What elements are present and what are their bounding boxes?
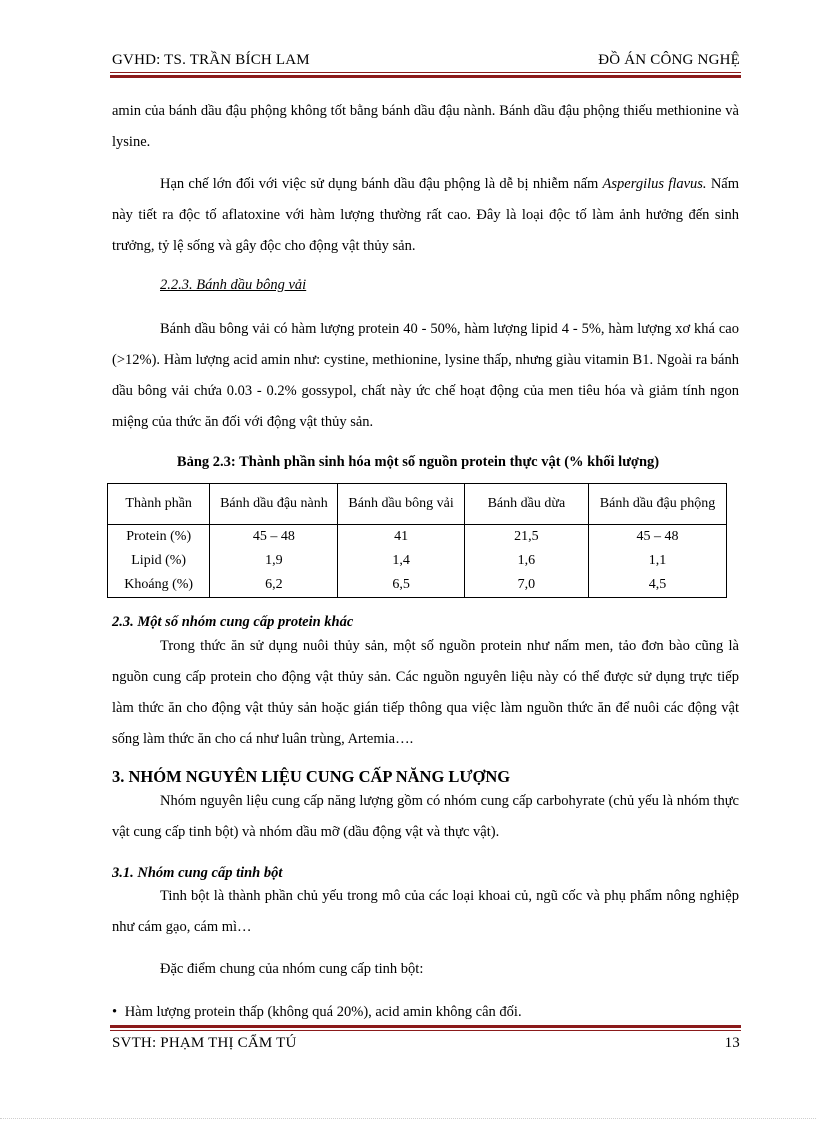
table-caption: Bảng 2.3: Thành phần sinh hóa một số nguồn protein thực vật (% khối lượng) (176, 454, 660, 470)
header-right: ĐỒ ÁN CÔNG NGHỆ (598, 52, 740, 68)
section-heading-2-2-3: 2.2.3. Bánh dầu bông vải (160, 277, 307, 293)
col-header-peanut: Bánh dầu đậu phộng (589, 484, 727, 525)
bullet-item (112, 1004, 522, 1021)
table-row (108, 549, 727, 573)
composition-table (107, 483, 727, 598)
table-cell: 1,6 (464, 549, 588, 573)
footer-rule-thick (110, 1025, 741, 1028)
table-cell: 1,1 (589, 549, 727, 573)
paragraph-other-protein: Trong thức ăn sử dụng nuôi thủy sản, một số nguồn protein như nấm men, tảo đơn bào cũng là nguồn cung cấp protein cho động vật thủy sản. Các nguồn nguyên liệu này có thể được sử dụng trực tiếp làm thức ăn cho động vật thủy sản hoặc gián tiếp thông qua việc làm nguồn thức ăn để nuôi các động vật sống làm thức ăn cho cá như luân trùng, Artemia…. (112, 638, 739, 747)
col-header-soybean: Bánh dầu đậu nành (210, 484, 338, 525)
paragraph-peanut-cake-continued: amin của bánh dầu đậu phộng không tốt bằng bánh dầu đậu nành. Bánh dầu đậu phộng thiếu methionine và lysine. (112, 103, 739, 150)
p2-after: Nấm này tiết ra độc tố aflatoxine với hàm lượng thường rất cao. Đây là loại độc tố làm ảnh hưởng đến sinh trưởng, tỷ lệ sống và gây độc cho động vật thủy sản. (112, 176, 739, 254)
table-cell: Khoáng (%) (108, 573, 210, 598)
section-heading-3-1: 3.1. Nhóm cung cấp tinh bột (112, 865, 283, 881)
table-cell: 21,5 (464, 525, 588, 550)
table-cell: 1,9 (210, 549, 338, 573)
table-cell: 4,5 (589, 573, 727, 598)
table-cell: 6,5 (338, 573, 464, 598)
section-heading-2-3: 2.3. Một số nhóm cung cấp protein khác (112, 614, 354, 630)
p2-before: Hạn chế lớn đối với việc sử dụng bánh dầu đậu phộng là dễ bị nhiễm nấm (160, 176, 603, 192)
table-header-row (108, 484, 727, 525)
bullet-dot-icon: • (112, 1004, 118, 1020)
paragraph-aspergilus (112, 169, 739, 262)
section-heading-3: 3. NHÓM NGUYÊN LIỆU CUNG CẤP NĂNG LƯỢNG (112, 767, 511, 786)
table-cell: 41 (338, 525, 464, 550)
table-cell: 45 – 48 (589, 525, 727, 550)
table-cell: Protein (%) (108, 525, 210, 550)
table-cell: 45 – 48 (210, 525, 338, 550)
col-header-cottonseed: Bánh dầu bông vải (338, 484, 464, 525)
paragraph-energy-group: Nhóm nguyên liệu cung cấp năng lượng gồm có nhóm cung cấp carbohyrate (chủ yếu là nhóm thực vật cung cấp tinh bột) và nhóm dầu mỡ (dầu động vật và thực vật). (112, 793, 739, 840)
table-row (108, 525, 727, 550)
table-cell: 6,2 (210, 573, 338, 598)
footer-left: SVTH: PHẠM THỊ CẨM TÚ (112, 1035, 297, 1051)
col-header-component: Thành phần (108, 484, 210, 525)
col-header-coconut: Bánh dầu dừa (464, 484, 588, 525)
page-number: 13 (724, 1035, 740, 1051)
header-left: GVHD: TS. TRẦN BÍCH LAM (112, 52, 310, 68)
footer-rule-thin (110, 1030, 741, 1031)
table-row (108, 573, 727, 598)
header-rule-thin (110, 72, 741, 73)
table-cell: 7,0 (464, 573, 588, 598)
page-bottom-border (0, 1118, 816, 1119)
paragraph-cottonseed-cake: Bánh dầu bông vải có hàm lượng protein 40 - 50%, hàm lượng lipid 4 - 5%, hàm lượng xơ khá cao (>12%). Hàm lượng acid amin như: cystine, methionine, lysine thấp, nhưng giàu vitamin B1. Ngoài ra bánh dầu bông vải chứa 0.03 - 0.2% gossypol, chất này ức chế hoạt động của men tiêu hóa và giảm tính ngon miệng của thức ăn đối với động vật thủy sản. (112, 321, 739, 430)
bullet-text: Hàm lượng protein thấp (không quá 20%), acid amin không cân đối. (124, 1004, 522, 1020)
paragraph-starch-characteristics: Đặc điểm chung của nhóm cung cấp tinh bột: (160, 961, 424, 977)
paragraph-starch: Tinh bột là thành phần chủ yếu trong mô của các loại khoai củ, ngũ cốc và phụ phẩm nông nghiệp như cám gạo, cám mì… (112, 888, 739, 935)
table-cell: 1,4 (338, 549, 464, 573)
table-cell: Lipid (%) (108, 549, 210, 573)
header-rule-thick (110, 75, 741, 78)
p2-italic: Aspergilus flavus. (602, 176, 707, 192)
